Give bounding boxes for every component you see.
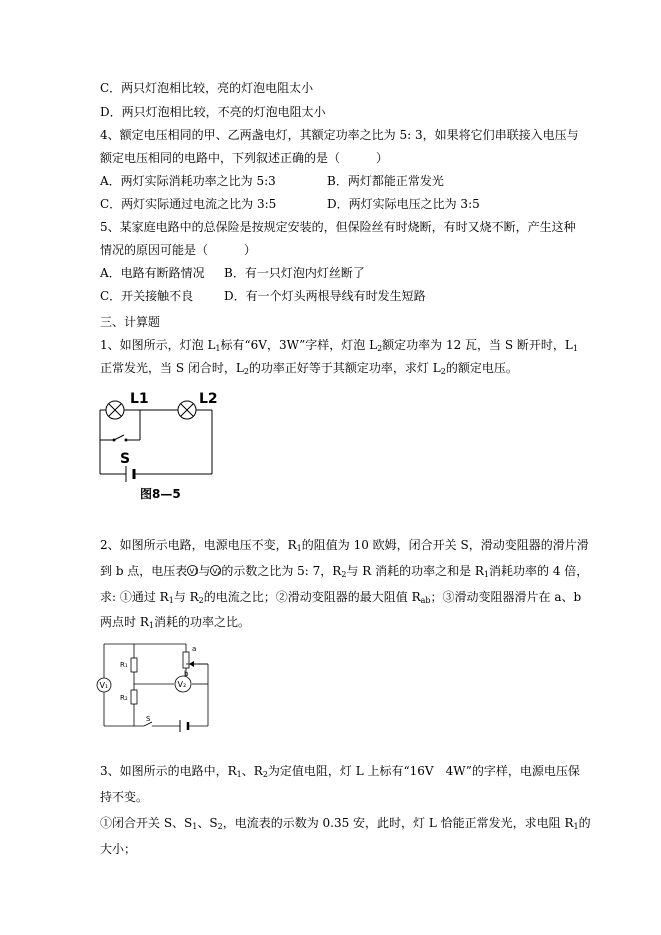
calc1-line1: 1、如图所示，灯泡 $L_1$标有“6V，3W”字样，灯泡 $L_2$额定功率为 12 瓦，当 S 断开时，$L_1$ xyxy=(100,338,578,353)
q4-option-d: D．两灯实际电压之比为 3:5 xyxy=(327,197,480,211)
voltmeter-v1-icon xyxy=(187,565,198,576)
circuit-figure-8-5 xyxy=(92,388,232,508)
calc1-line2: 正常发光，当 S 闭合时，$L_2$的功率正好等于其额定功率，求灯 $L_2$的额定电压。 xyxy=(100,361,518,376)
q4-stem-line1: 4、额定电压相同的甲、乙两盏电灯，其额定功率之比为 5: 3，如果将它们串联接入电压与 xyxy=(100,128,579,142)
q5-option-a: A．电路有断路情况 xyxy=(100,266,205,280)
circuit-figure-2 xyxy=(96,638,220,738)
lamp-l1-icon xyxy=(106,401,124,419)
calc2-line3: 求: ①通过 $R_1$与 $R_2$的电流之比；②滑动变阻器的最大阻值 $R_{ab}$；③滑动变阻器滑片在 a、b xyxy=(100,590,582,605)
q5-option-c: C．开关接触不良 xyxy=(100,289,194,303)
calc3-line2: 持不变。 xyxy=(100,790,149,804)
q4-option-a: A．两灯实际消耗功率之比为 5:3 xyxy=(100,174,276,188)
battery-icon xyxy=(126,466,134,482)
lamp-l2-icon xyxy=(178,401,196,419)
svg-text:V2: V2 xyxy=(212,567,222,576)
label-s: S xyxy=(146,715,151,723)
label-l2: L2 xyxy=(199,391,218,407)
q-prev-option-c: C．两只灯泡相比较，亮的灯泡电阻太小 xyxy=(100,81,314,95)
svg-text:V₁: V₁ xyxy=(99,681,109,690)
voltmeter-v2-icon xyxy=(210,565,221,576)
voltmeter-v1 xyxy=(97,678,111,692)
q-prev-option-d: D．两只灯泡相比较，不亮的灯泡电阻太小 xyxy=(100,105,326,119)
calc3-line4: 大小； xyxy=(100,842,137,856)
q5-stem-line2: 情况的原因可能是（ ） xyxy=(100,243,257,257)
section-title: 三、计算题 xyxy=(100,315,161,329)
q5-option-b: B．有一只灯泡内灯丝断了 xyxy=(224,266,365,280)
calc2-line4: 两点时 $R_1$消耗的功率之比。 xyxy=(100,615,250,630)
label-b: b xyxy=(184,670,189,678)
voltmeter-v2 xyxy=(175,676,191,692)
calc3-line1: 3、如图所示的电路中，$R_1$、$R_2$为定值电阻，灯 L 上标有“16V 4W”的字样，电源电压保 xyxy=(100,764,580,779)
q4-option-b: B．两灯都能正常发光 xyxy=(327,174,444,188)
svg-text:V₂: V₂ xyxy=(177,680,187,689)
label-a: a xyxy=(192,645,197,653)
battery-icon xyxy=(180,720,188,732)
slider-arrow-icon xyxy=(189,661,208,667)
label-r1: R₁ xyxy=(120,661,128,669)
q4-option-c: C．两灯实际通过电流之比为 3:5 xyxy=(100,197,277,211)
svg-text:V1: V1 xyxy=(189,567,199,576)
calc2-line2: 到 b 点，电压表 V1 与 V2 的示数之比为 5: 7，$R_2$与 R 消耗的功率之和是 $R_1$消耗功率的 4 倍， xyxy=(100,564,589,579)
calc3-line3: ①闭合开关 S、$S_1$、$S_2$，电流表的示数为 0.35 安，此时，灯 L 恰能正常发光，求电阻 $R_1$的 xyxy=(100,816,591,831)
label-r2: R₂ xyxy=(120,694,128,702)
calc2-line1: 2、如图所示电路，电源电压不变，$R_1$的阻值为 10 欧姆，闭合开关 S，滑动变阻器的滑片滑 xyxy=(100,538,589,553)
q5-option-d: D．有一个灯头两根导线有时发生短路 xyxy=(224,289,426,303)
figure-caption: 图8—5 xyxy=(140,487,181,501)
label-l1: L1 xyxy=(130,391,149,407)
label-switch-s: S xyxy=(120,451,131,467)
q5-stem-line1: 5、某家庭电路中的总保险是按规定安装的，但保险丝有时烧断，有时又烧不断，产生这种 xyxy=(100,220,576,234)
q4-stem-line2: 额定电压相同的电路中，下列叙述正确的是（ ） xyxy=(100,151,389,165)
